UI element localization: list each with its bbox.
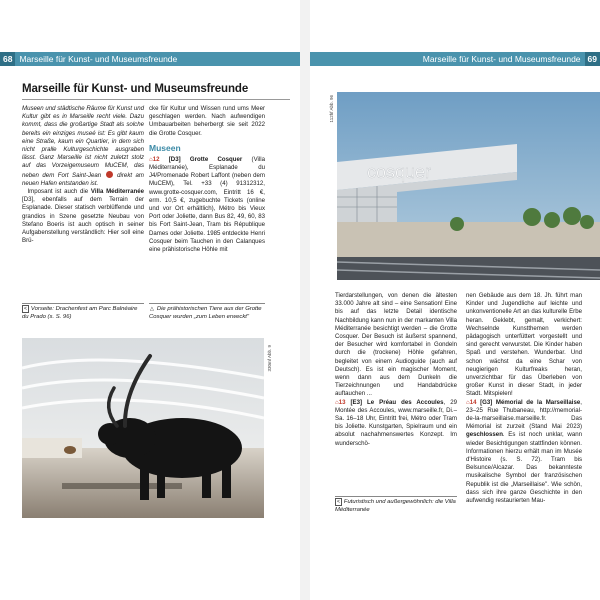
- caption-arrow-icon-right: <: [337, 499, 340, 505]
- entry-title-memorial: [G3] Mémorial de la Marseillaise: [480, 398, 581, 406]
- entry-text-preau: , 29 Montée des Accoules, www.marseille.fr, Di.–Sa. 16–18 Uhr, Eintritt frei, Métro oder Tram bis Joliette. Kunstgarten, Spielraum und ein absolut nachahmenswertes Konzept. Im wunderschö-: [335, 398, 458, 447]
- entry-text-memorial-2: . Es ist noch unklar, wann wieder Besichtigungen stattfinden können. Informationen hierzu erhält man im Musée d'Histoire (s. S. 72). Tram bis Belsunce/Alcazar. Das bekannteste musikalische Symbol der französischen Republik ist die „Marseillaise". Wie schön, dass sich ihre ganze Geschichte in den aufwendig restaurierten Mau-: [466, 431, 582, 505]
- column-left-1: [22, 105, 144, 245]
- right-header-bar: [310, 52, 600, 66]
- right-running-title: Marseille für Kunst- und Museumsfreunde: [422, 54, 581, 64]
- bridge-paragraph: cke für Kultur und Wissen rund ums Meer geschlagen werden. Nach aufwendigen Umbauarbeiten beherbergt sie seit 2022 die Grotte Cosquer.: [149, 105, 265, 137]
- column-right-1: [335, 292, 457, 448]
- entry-title-preau: [E3] Le Préau des Accoules: [350, 398, 444, 406]
- villa-paragraph: [22, 188, 144, 245]
- memorial-closed: geschlossen: [466, 431, 503, 439]
- grotte-description: Tierdarstellungen, von denen die ältesten 33.000 Jahre alt sind – eine Sensation! Eine bis auf das letzte Detail identische Nachbildung kann nun in der markanten Villa Méditerranée besichtigt werden – die Grotte Cosquer. Der Besuch ist äußerst spannend, der Besucher wird komfortabel in Gondeln durch die (trockene) Höhle gefahren, begleitet von einem Audioguide (auch auf Deutsch). Es ist ein magischer Moment, wenn dann aus dem Dunkeln die Tierzeichnungen und Handabdrücke auftauchen ...: [335, 292, 457, 398]
- section-heading-museen: Museen: [149, 142, 181, 153]
- entry-number-13: ⌂13: [335, 398, 346, 406]
- villa-illustration: [337, 92, 600, 280]
- bull-illustration: [22, 338, 264, 518]
- entry-number-14: ⌂14: [466, 398, 477, 406]
- photo-villa-mediterranee: [337, 92, 600, 280]
- caption-arrow-icon: <: [24, 306, 27, 312]
- caption-bull: [149, 306, 267, 321]
- page-gutter: [300, 0, 310, 600]
- caption-villa: [335, 499, 457, 514]
- column-right-2: [466, 292, 582, 505]
- entry-text-grotte: (Villa Méditerranée), Esplanade du J4/Promenade Robert Laffont (neben dem MuCEM), Tel. +33 (4) 91312312, www.grotte-cosquer.com, Eintritt 16 €, erm. 10,5 €, zugebuchte Tickets (online und vor Ort erhältlich), Métro bis Vieux Port oder Joliette, dann Bus 82, 49, 60, 83 bis Fort Saint-Jean, Tram bis République Dames oder Joliette. 1985 entdeckte Henri Cosquer beim Tauchen in den Calanques eine prähistorische Höhle mit: [149, 155, 265, 254]
- entry-grotte-cosquer: [149, 156, 265, 254]
- entry-preau-accoules: [335, 399, 457, 448]
- villa-lead: Imposant ist auch die: [27, 188, 91, 196]
- caption-bull-text: Die prähistorischen Tiere aus der Grotte Cosquer wurden „zum Leben erweckt": [149, 306, 262, 320]
- caption-villa-text: Futuristisch und außergewöhnlich: die Villa Méditerranée: [335, 499, 456, 513]
- entry-number-12: ⌂12: [149, 155, 160, 163]
- entry-title-grotte: [D3] Grotte Cosquer: [168, 155, 243, 163]
- intro-text-end: direkt am neuen Hafen entstanden ist.: [22, 171, 144, 187]
- left-running-title: Marseille für Kunst- und Museumsfreunde: [19, 54, 178, 64]
- caption-rule-right: [149, 303, 265, 304]
- photo-credit-right: 112hf Abb. 96: [329, 95, 334, 123]
- caption-prev-page-text: Vorseite: Drachenfest am Parc Balnéaire du Prado (s. S. 96): [22, 306, 138, 320]
- left-page-number: 68: [0, 52, 15, 66]
- caption-prev-page: [22, 306, 144, 321]
- villa-text: [D3], ebenfalls auf dem Terrain der Esplanade. Dieser statisch verblüffende und grandios in Szene gesetzte Neubau von Stefano Boeris ist auch optisch in seiner Aufgabenstellung verständlich: Hier soll eine Brü-: [22, 196, 144, 245]
- photo-prehistoric-bull: [22, 338, 264, 518]
- preau-description: nen Gebäude aus dem 18. Jh. führt man Kinder und Jugendliche auf leichte und unkonventionelle Art an das kulturelle Erbe heran. Geklebt, gemalt, verkichert: Wechselnde Kunstthemen werden pädagogisch unterfüttert vorgestellt und sind gerecht verwurstet. Die Kinder haben Spaß und verstehen. Wunderbar. Und schon wächst da eine Schar von neugierigen Kulturfreaks heran, unverzichtbar für das Überleben von großer Kunst in dieser Stadt, in jeder Stadt. Mitspielen!: [466, 292, 582, 398]
- intro-paragraph: [22, 105, 144, 188]
- title-divider: [22, 99, 290, 100]
- map-marker-icon: [106, 171, 113, 178]
- caption-pointer-icon: △: [150, 306, 154, 312]
- chapter-title: Marseille für Kunst- und Museumsfreunde: [22, 83, 249, 95]
- caption-rule-villa: [335, 496, 457, 497]
- photo-credit-left: 330mf Abb. 9: [267, 345, 272, 372]
- villa-name: Villa Méditerranée: [90, 188, 145, 196]
- intro-text: Museen und städtische Räume für Kunst und Kultur gibt es in Marseille recht viele. Dazu kommt, dass die großartige Stadt als solche bereits ein einziges museé ist: Es gibt kaum eine Straße, kaum ein Quartier, in dem sich nicht pralle Kulturgeschichte ausgraben lässt. Ganz Marseille ist nicht zuletzt stolz auf das Vorzeigemuseum MuCEM, das neben dem Fort Saint-Jean: [22, 105, 144, 179]
- entry-memorial-marseillaise: [466, 399, 582, 506]
- column-left-2: [149, 105, 265, 254]
- entry-text-memorial: , 23–25 Rue Thubaneau, http://memorial-de-la-marseillaise.marseille.fr. Das Mémorial ist zurzeit (Stand Mai 2023): [466, 398, 582, 431]
- svg-text:cosquer: cosquer: [367, 162, 432, 182]
- left-header-bar: [0, 52, 300, 66]
- caption-rule-left: [22, 303, 144, 304]
- right-page-number: 69: [585, 52, 600, 66]
